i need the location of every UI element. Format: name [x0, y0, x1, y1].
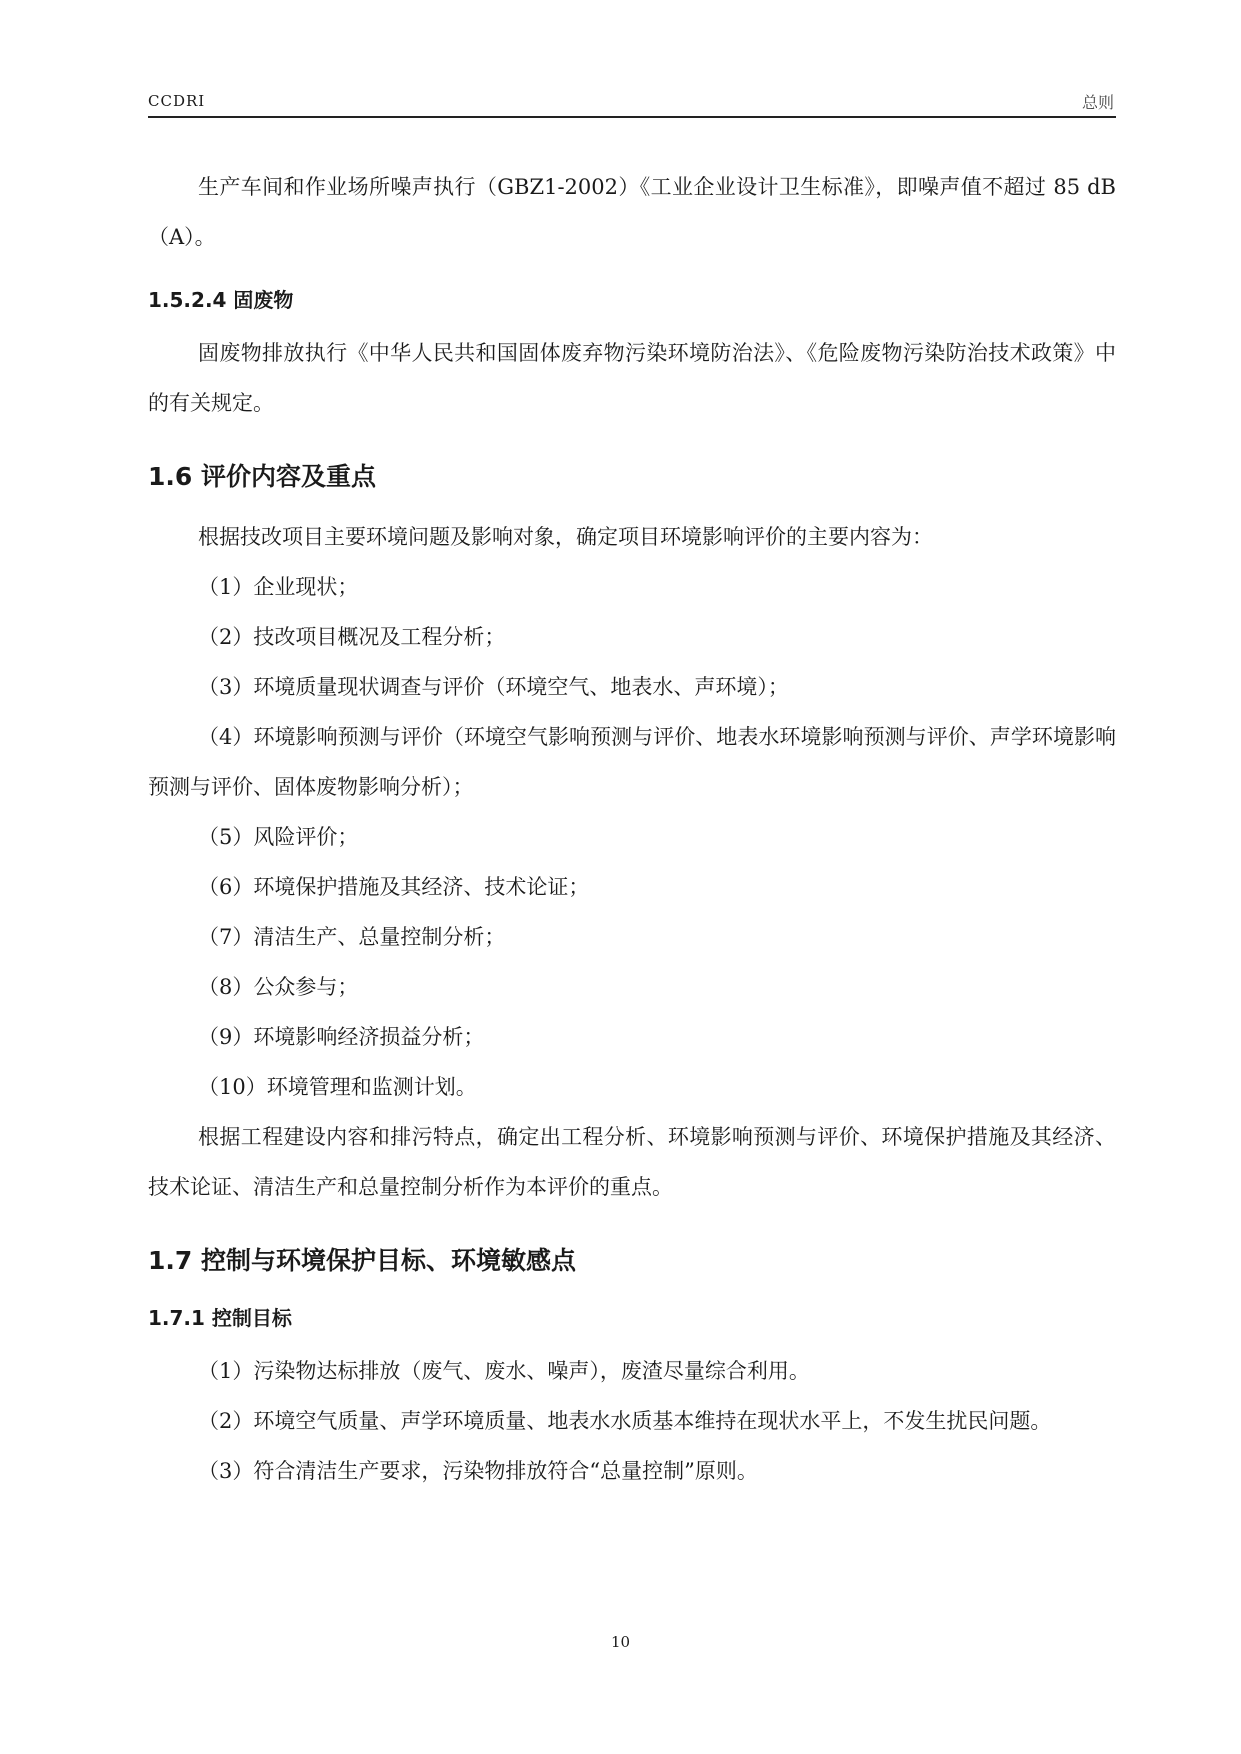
- control-target-item: （2）环境空气质量、声学环境质量、地表水水质基本维持在现状水平上，不发生扰民问题。: [198, 1409, 1052, 1433]
- evaluation-item: （9）环境影响经济损益分析；: [198, 1025, 485, 1049]
- evaluation-item: （1）企业现状；: [198, 575, 359, 599]
- evaluation-conclusion: 根据工程建设内容和排污特点，确定出工程分析、环境影响预测与评价、环境保护措施及其经济、技术论证、清洁生产和总量控制分析作为本评价的重点。: [148, 1125, 1116, 1199]
- heading-1-6: 1.6 评价内容及重点: [148, 462, 376, 491]
- solid-waste-paragraph: 固废物排放执行《中华人民共和国固体废弃物污染环境防治法》、《危险废物污染防治技术政策》中的有关规定。: [148, 341, 1116, 415]
- evaluation-item: （6）环境保护措施及其经济、技术论证；: [198, 875, 590, 899]
- header-org: CCDRI: [148, 92, 206, 110]
- evaluation-item: （7）清洁生产、总量控制分析；: [198, 925, 506, 949]
- header-chapter: 总则: [1081, 93, 1114, 112]
- evaluation-item: （4）环境影响预测与评价（环境空气影响预测与评价、地表水环境影响预测与评价、声学环境影响预测与评价、固体废物影响分析）；: [148, 725, 1116, 799]
- evaluation-item: （8）公众参与；: [198, 975, 359, 999]
- evaluation-item: （2）技改项目概况及工程分析；: [198, 625, 506, 649]
- document-body: [148, 162, 1116, 1496]
- noise-paragraph: 生产车间和作业场所噪声执行（GBZ1-2002）《工业企业设计卫生标准》，即噪声值不超过 85 dB（A）。: [148, 175, 1116, 249]
- evaluation-item: （3）环境质量现状调查与评价（环境空气、地表水、声环境）；: [198, 675, 789, 699]
- control-target-item: （3）符合清洁生产要求，污染物排放符合“总量控制”原则。: [198, 1459, 758, 1483]
- evaluation-intro: 根据技改项目主要环境问题及影响对象，确定项目环境影响评价的主要内容为：: [198, 525, 933, 549]
- control-target-item: （1）污染物达标排放（废气、废水、噪声），废渣尽量综合利用。: [198, 1359, 810, 1383]
- heading-1-7-1: 1.7.1 控制目标: [148, 1306, 292, 1330]
- heading-1-5-2-4: 1.5.2.4 固废物: [148, 288, 294, 312]
- page-number: 10: [610, 1633, 631, 1651]
- page-header: [148, 88, 1116, 118]
- evaluation-item: （10）环境管理和监测计划。: [198, 1075, 477, 1099]
- heading-1-7: 1.7 控制与环境保护目标、环境敏感点: [148, 1246, 576, 1275]
- evaluation-item: （5）风险评价；: [198, 825, 359, 849]
